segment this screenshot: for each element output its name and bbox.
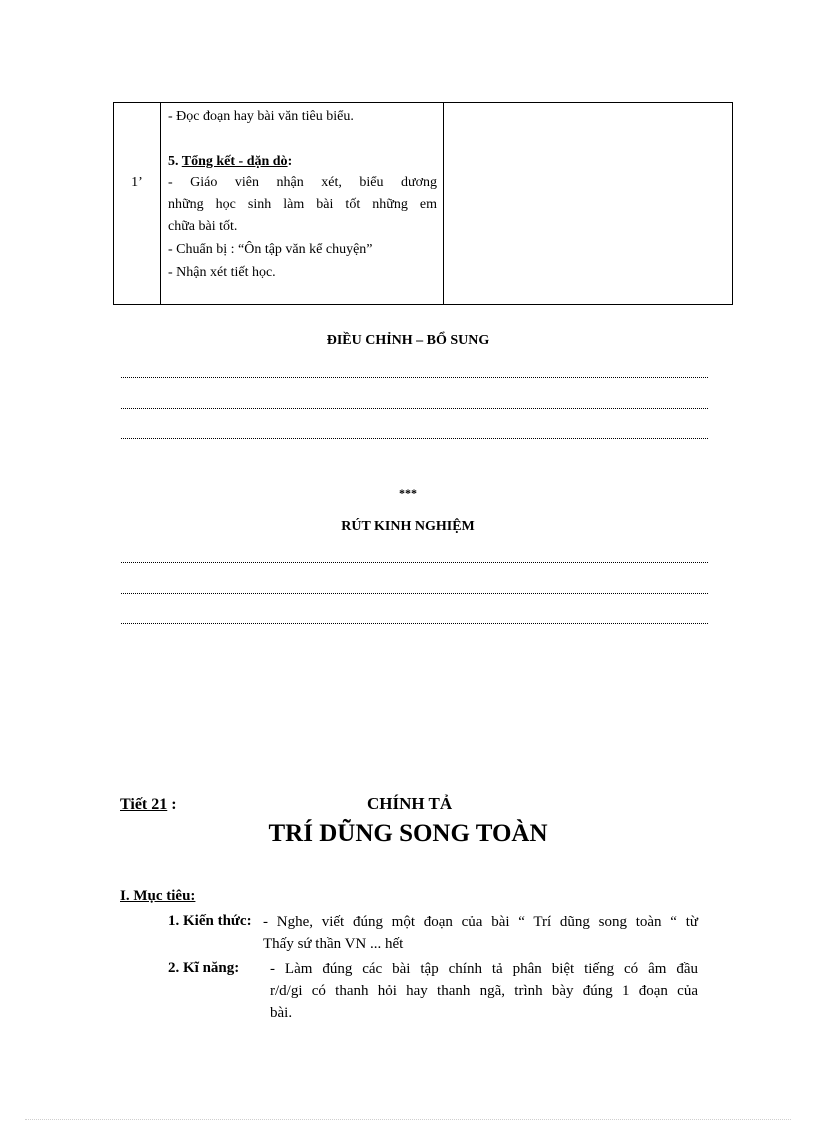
- lesson-number-colon: :: [167, 796, 177, 813]
- skill-line: r/d/gi có thanh hỏi hay thanh ngã, trình bày đúng 1 đoạn của: [270, 983, 698, 999]
- lesson-subject: CHÍNH TẢ: [367, 794, 453, 813]
- heading-colon: :: [287, 154, 293, 169]
- lesson-title: TRÍ DŨNG SONG TOÀN: [268, 820, 548, 847]
- dotted-line: [121, 593, 708, 594]
- dotted-line: [121, 438, 708, 439]
- table-line: - Chuẩn bị : “Ôn tập văn kể chuyện”: [168, 242, 373, 257]
- table-line: chữa bài tốt.: [168, 219, 238, 234]
- adjust-heading: ĐIỀU CHỈNH – BỔ SUNG: [326, 333, 490, 348]
- knowledge-line: - Nghe, viết đúng một đoạn của bài “ Trí dũng song toàn “ từ: [263, 914, 698, 930]
- table-line: - Đọc đoạn hay bài văn tiêu biểu.: [168, 109, 354, 124]
- knowledge-text: [263, 911, 698, 955]
- heading-number: 5.: [168, 154, 182, 169]
- dotted-line: [121, 562, 708, 563]
- heading-text: Tổng kết - dặn dò: [181, 154, 288, 169]
- table-line: những học sinh làm bài tốt những em: [168, 197, 437, 212]
- time-value: 1’: [131, 175, 143, 190]
- footer-dotted-border: [25, 1119, 791, 1120]
- objectives-heading: I. Mục tiêu:: [120, 888, 196, 904]
- lesson-number-label: Tiết 21: [120, 796, 168, 813]
- lesson-number: [120, 796, 177, 814]
- knowledge-label: 1. Kiến thức:: [168, 913, 252, 929]
- time-column: [114, 103, 161, 304]
- dotted-line: [121, 623, 708, 624]
- separator-stars: ***: [399, 486, 417, 500]
- lesson-activity-table: [113, 102, 733, 305]
- dotted-line: [121, 377, 708, 378]
- dotted-line: [121, 408, 708, 409]
- skill-line: bài.: [270, 1005, 293, 1021]
- experience-heading: RÚT KINH NGHIỆM: [341, 519, 475, 534]
- skill-label: 2. Kĩ năng:: [168, 960, 240, 976]
- notes-column: [444, 103, 732, 304]
- activity-column: [161, 103, 444, 304]
- table-line: - Nhận xét tiết học.: [168, 265, 276, 280]
- skill-text: [270, 958, 698, 1024]
- table-line: - Giáo viên nhận xét, biểu dương: [168, 175, 437, 190]
- knowledge-line: Thấy sứ thần VN ... hết: [263, 936, 404, 952]
- section-heading-summary: [168, 152, 437, 172]
- skill-line: - Làm đúng các bài tập chính tả phân biệt tiếng có âm đầu: [270, 961, 698, 977]
